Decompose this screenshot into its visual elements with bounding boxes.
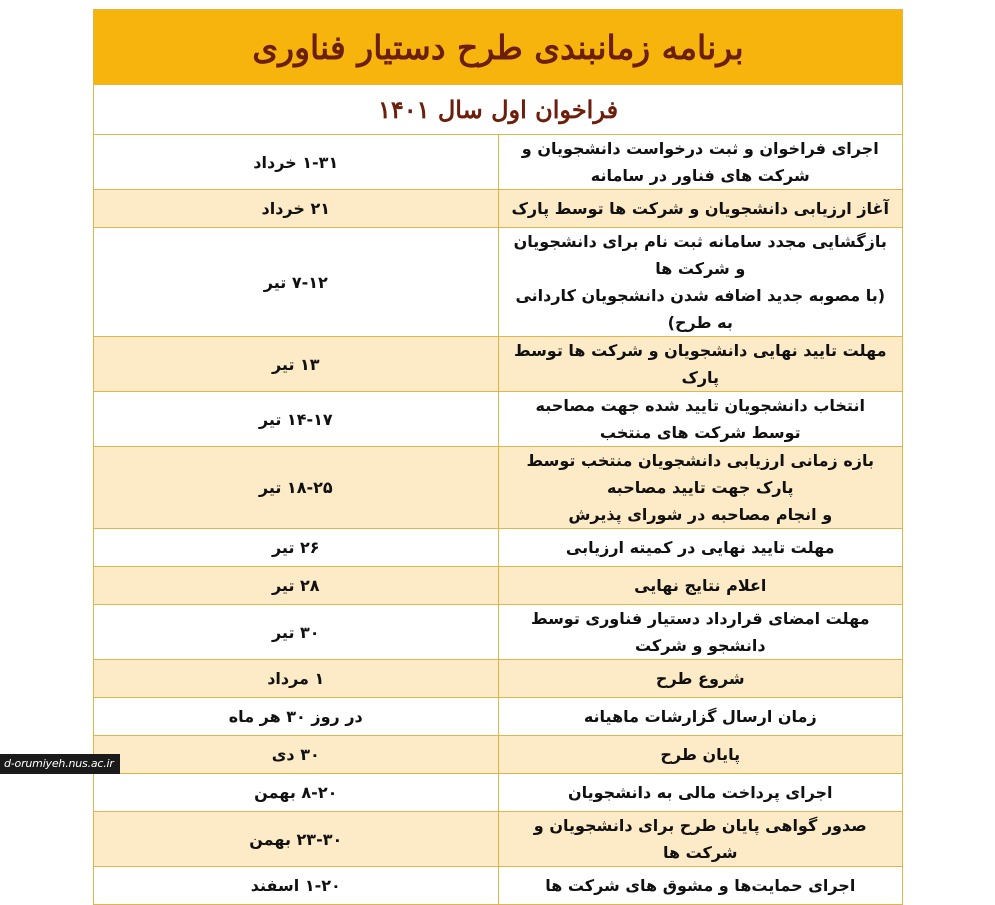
activity-cell: [498, 135, 903, 190]
date-cell: ۲۶ تیر: [94, 529, 499, 567]
page-subtitle: فراخوان اول سال ۱۴۰۱: [94, 85, 903, 135]
schedule-row: [94, 529, 903, 567]
schedule-table: [93, 9, 903, 905]
schedule-row: [94, 660, 903, 698]
activity-cell: [498, 774, 903, 812]
activity-text: (با مصوبه جدید اضافه شدن دانشجویان کاردانی به طرح): [515, 286, 886, 332]
date-cell: ۱۴-۱۷ تیر: [94, 392, 499, 447]
activity-text: اجرای فراخوان و ثبت درخواست دانشجویان و شرکت های فناور در سامانه: [521, 139, 879, 185]
date-cell: ۲۸ تیر: [94, 567, 499, 605]
activity-text: زمان ارسال گزارشات ماهیانه: [583, 707, 817, 726]
activity-cell: [498, 660, 903, 698]
site-watermark: d-orumiyeh.nus.ac.ir: [0, 754, 120, 774]
activity-text: اجرای حمایت‌ها و مشوق های شرکت ها: [545, 876, 856, 895]
activity-text: و انجام مصاحبه در شورای پذیرش: [568, 505, 833, 524]
date-cell: ۸-۲۰ بهمن: [94, 774, 499, 812]
schedule-row: [94, 190, 903, 228]
activity-cell: [498, 447, 903, 529]
activity-text: مهلت امضای قرارداد دستیار فناوری توسط دانشجو و شرکت: [530, 609, 870, 655]
activity-text: بازگشایی مجدد سامانه ثبت نام برای دانشجویان و شرکت ها: [513, 232, 887, 278]
schedule-row: [94, 812, 903, 867]
date-cell: ۳۰ دی: [94, 736, 499, 774]
date-cell: ۲۱ خرداد: [94, 190, 499, 228]
date-cell: ۱-۲۰ اسفند: [94, 867, 499, 905]
date-cell: ۷-۱۲ تیر: [94, 228, 499, 337]
activity-cell: [498, 867, 903, 905]
schedule-row: [94, 228, 903, 337]
date-cell: در روز ۳۰ هر ماه: [94, 698, 499, 736]
schedule-row: [94, 698, 903, 736]
activity-cell: [498, 392, 903, 447]
activity-cell: [498, 337, 903, 392]
activity-cell: [498, 605, 903, 660]
date-cell: ۱ مرداد: [94, 660, 499, 698]
schedule-row: [94, 392, 903, 447]
activity-text: شروع طرح: [655, 669, 745, 688]
schedule-row: [94, 774, 903, 812]
activity-text: صدور گواهی پایان طرح برای دانشجویان و شرکت ها: [533, 816, 867, 862]
date-cell: ۱-۳۱ خرداد: [94, 135, 499, 190]
activity-text: مهلت تایید نهایی در کمیته ارزیابی: [565, 538, 835, 557]
activity-text: انتخاب دانشجویان تایید شده جهت مصاحبه توسط شرکت های منتخب: [535, 396, 865, 442]
schedule-row: [94, 867, 903, 905]
activity-cell: [498, 190, 903, 228]
activity-cell: [498, 812, 903, 867]
date-cell: ۱۸-۲۵ تیر: [94, 447, 499, 529]
schedule-sheet: [93, 9, 903, 905]
schedule-row: [94, 135, 903, 190]
activity-cell: [498, 736, 903, 774]
schedule-row: [94, 736, 903, 774]
schedule-row: [94, 567, 903, 605]
activity-text: مهلت تایید نهایی دانشجویان و شرکت ها توسط پارک: [513, 341, 887, 387]
activity-cell: [498, 567, 903, 605]
page-title: برنامه زمانبندی طرح دستیار فناوری: [94, 10, 903, 85]
date-cell: ۱۳ تیر: [94, 337, 499, 392]
schedule-row: [94, 605, 903, 660]
date-cell: ۳۰ تیر: [94, 605, 499, 660]
activity-text: اعلام نتایج نهایی: [634, 576, 767, 595]
activity-text: آغاز ارزیابی دانشجویان و شرکت ها توسط پارک: [511, 199, 889, 218]
schedule-row: [94, 447, 903, 529]
date-cell: ۲۳-۳۰ بهمن: [94, 812, 499, 867]
schedule-row: [94, 337, 903, 392]
activity-cell: [498, 228, 903, 337]
activity-text: پایان طرح: [660, 745, 741, 764]
activity-text: بازه زمانی ارزیابی دانشجویان منتخب توسط پارک جهت تایید مصاحبه: [526, 451, 875, 497]
activity-cell: [498, 698, 903, 736]
activity-text: اجرای پرداخت مالی به دانشجویان: [567, 783, 833, 802]
activity-cell: [498, 529, 903, 567]
